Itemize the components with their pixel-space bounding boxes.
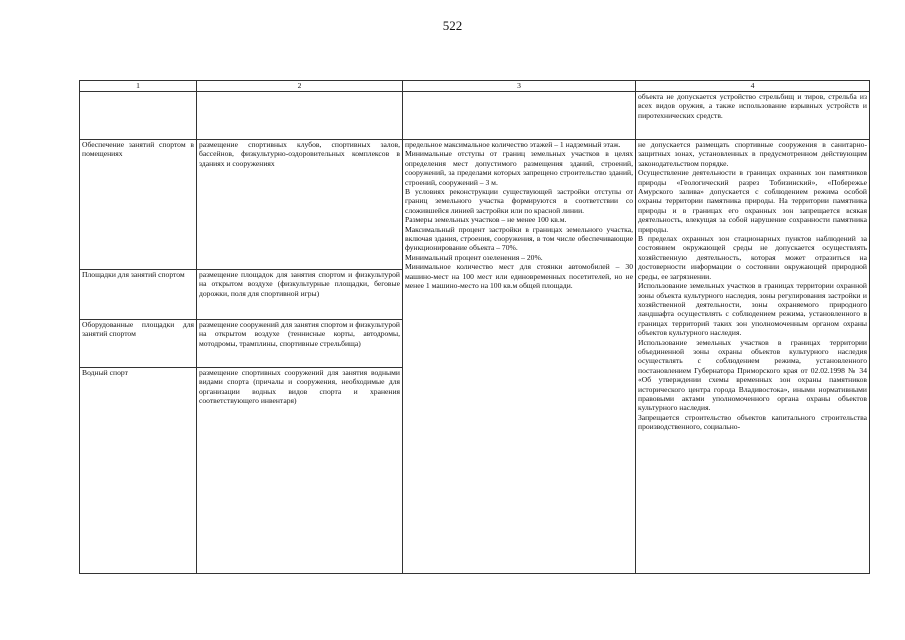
row-type-label: Оборудованные площадки для занятий спортом xyxy=(80,320,197,368)
restriction-text: Использование земельных участков в границах территории охранной зоны объекта культурного наследия, зоны регулирования застройки и хозяйственной деятельности, зоны охраняемого природного ландшафта осуществлять с соблюдением режима, установленного в границах территорий таких зон уполномоченным органом охраны объектов культурного наследия. xyxy=(638,281,867,338)
restriction-text: Использование земельных участков в границах территории объединенной зоны охраны объектов культурного наследия осуществлять с соблюдением режима, установленного постановлением Губернатора Приморского края от 02.02.1998 № 34 «Об утверждении схемы временных зон охраны памятников исторического центра города Владивостока», иными нормативными правовыми актами уполномоченного органа охраны объектов культурного наследия. xyxy=(638,337,867,413)
restriction-text: не допускается размещать спортивные сооружения в санитарно-защитных зонах, установленных в предусмотренном действующим законодательством порядке. xyxy=(638,140,867,168)
param-text: В условиях реконструкции существующей застройки отступы от границ земельного участка формируются в соответствии со сложившейся линией застройки или по красной линии. xyxy=(405,187,633,215)
page-number: 522 xyxy=(442,18,463,33)
regulations-table xyxy=(79,80,870,574)
row-type-label: Обеспечение занятий спортом в помещениях xyxy=(80,140,197,270)
restriction-text: Осуществление деятельности в границах охранных зон памятников природы «Геологический разрез Тобизинский», «Побережье Амурского залива» допускается с соблюдением режима особой охраны территории памятника природы. На территории памятника природы и в границах его охранных зон запрещается всякая деятельность, влекущая за собой нарушение сохранности памятника природы. xyxy=(638,168,867,234)
restrictions-cell xyxy=(636,140,870,574)
table-cell xyxy=(403,92,636,140)
table-cell: объекта не допускается устройство стрельбищ и тиров, стрельба из всех видов оружия, а также использование взрывных устройств и пиротехнических средств. xyxy=(636,92,870,140)
parameters-cell xyxy=(403,140,636,574)
header-cell-4: 4 xyxy=(636,81,870,92)
header-cell-2: 2 xyxy=(197,81,403,92)
param-text: Минимальный процент озеленения – 20%. xyxy=(405,252,543,262)
param-text: Размеры земельных участков – не менее 100 кв.м. xyxy=(405,215,567,225)
param-text: предельное максимальное количество этажей – 1 надземный этаж. xyxy=(405,140,621,149)
row-type-label: Водный спорт xyxy=(80,368,197,574)
row-description: размещение спортивных клубов, спортивных залов, бассейнов, физкультурно-оздоровительных комплексов в зданиях и сооружениях xyxy=(197,140,403,270)
restriction-text: Запрещается строительство объектов капитального строительства производственного, социально- xyxy=(638,412,867,432)
row-description: размещение спортивных сооружений для занятия водными видами спорта (причалы и сооружения, необходимые для организации водных видов спорта и хранения соответствующего инвентаря) xyxy=(197,368,403,574)
table-header-row xyxy=(80,81,870,92)
table-row xyxy=(80,140,870,270)
table-row xyxy=(80,92,870,140)
table-cell xyxy=(80,92,197,140)
header-cell-1: 1 xyxy=(80,81,197,92)
param-text: Минимальное количество мест для стоянки автомобилей – 30 машино-мест на 100 мест или единовременных посетителей, но не менее 1 машино-место на 100 кв.м общей площади. xyxy=(405,262,633,291)
table-cell xyxy=(197,92,403,140)
row-description: размещение сооружений для занятия спортом и физкультурой на открытом воздухе (теннисные корты, автодромы, мотодромы, трамплины, спортивные стрельбища) xyxy=(197,320,403,368)
header-cell-3: 3 xyxy=(403,81,636,92)
row-description: размещение площадок для занятия спортом и физкультурой на открытом воздухе (физкультурные площадки, беговые дорожки, поля для спортивной игры) xyxy=(197,270,403,320)
param-text: Максимальный процент застройки в границах земельного участка, включая здания, строения, сооружения, в том числе обеспечивающие функционирование объекта – 70%. xyxy=(405,224,633,253)
restriction-text: В пределах охранных зон стационарных пунктов наблюдений за состоянием окружающей среды не допускается осуществлять хозяйственную деятельность, которая может отразиться на достоверности информации о состоянии окружающей природной среды, ее загрязнении. xyxy=(638,234,867,281)
param-text: Минимальные отступы от границ земельных участков в целях определения мест допустимого размещения зданий, строений, сооружений, за пределами которых запрещено строительство зданий, строений, сооружений – 3 м. xyxy=(405,149,633,187)
row-type-label: Площадки для занятий спортом xyxy=(80,270,197,320)
